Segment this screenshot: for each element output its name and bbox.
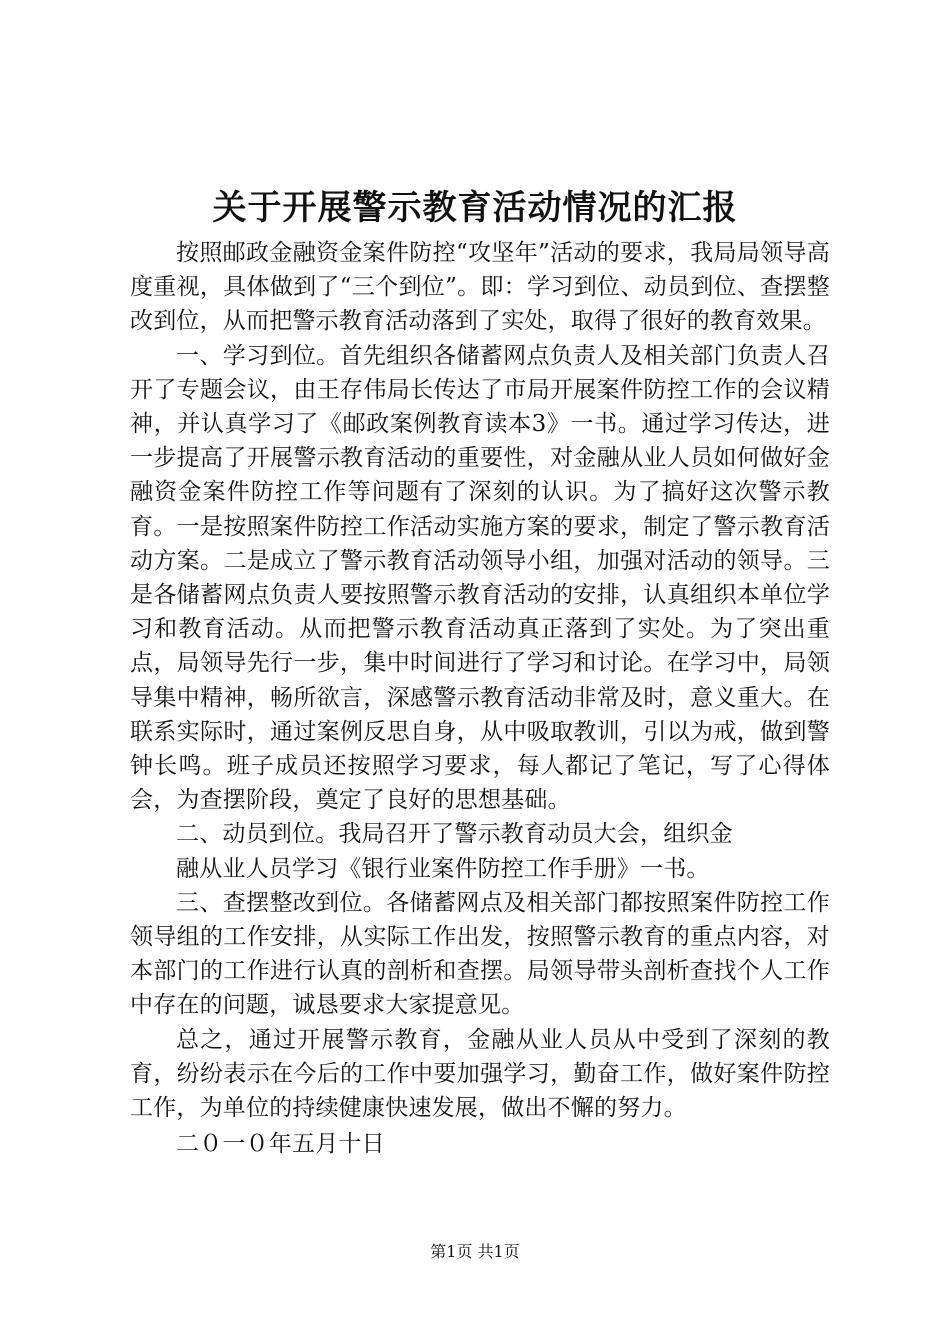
- document-body: [130, 236, 830, 1161]
- paragraph-section-mobilize: 二、动员到位。我局召开了警示教育动员大会，组织金: [176, 821, 733, 848]
- document-date: 二０一０年五月十日: [176, 1131, 385, 1158]
- paragraph-intro: 按照邮政金融资金案件防控“攻坚年”活动的要求，我局局领导高度重视，具体做到了“三个到位”。即：学习到位、动员到位、查摆整改到位，从而把警示教育活动落到了实处，取得了很好的教育效果。: [130, 240, 830, 335]
- paragraph-section-mobilize-continued: 融从业人员学习《银行业案件防控工作手册》一书。: [176, 855, 710, 882]
- document-title: 关于开展警示教育活动情况的汇报: [212, 188, 738, 228]
- paragraph-section-rectify: 三、查摆整改到位。各储蓄网点及相关部门都按照案件防控工作领导组的工作安排，从实际工作出发，按照警示教育的重点内容，对本部门的工作进行认真的剖析和查摆。局领导带头剖析查找个人工作中存在的问题，诚恳要求大家提意见。: [130, 889, 830, 1019]
- paragraph-summary: 总之，通过开展警示教育，金融从业人员从中受到了深刻的教育，纷纷表示在今后的工作中要加强学习，勤奋工作，做好案件防控工作，为单位的持续健康快速发展，做出不懈的努力。: [130, 1026, 830, 1122]
- paragraph-section-study: 一、学习到位。首先组织各储蓄网点负责人及相关部门负责人召开了专题会议，由王存伟局长传达了市局开展案件防控工作的会议精神，并认真学习了《邮政案例教育读本3》一书。通过学习传达，进一步提高了开展警示教育活动的重要性，对金融从业人员如何做好金融资金案件防控工作等问题有了深刻的认识。为了搞好这次警示教育。一是按照案件防控工作活动实施方案的要求，制定了警示教育活动方案。二是成立了警示教育活动领导小组，加强对活动的领导。三是各储蓄网点负责人要按照警示教育活动的安排，认真组织本单位学习和教育活动。从而把警示教育活动真正落到了实处。为了突出重点，局领导先行一步，集中时间进行了学习和讨论。在学习中，局领导集中精神，畅所欲言，深感警示教育活动非常及时，意义重大。在联系实际时，通过案例反思自身，从中吸取教训，引以为戒，做到警钟长鸣。班子成员还按照学习要求，每人都记了笔记，写了心得体会，为查摆阶段，奠定了良好的思想基础。: [130, 342, 830, 814]
- page-number-footer: 第1页 共1页: [430, 1242, 520, 1261]
